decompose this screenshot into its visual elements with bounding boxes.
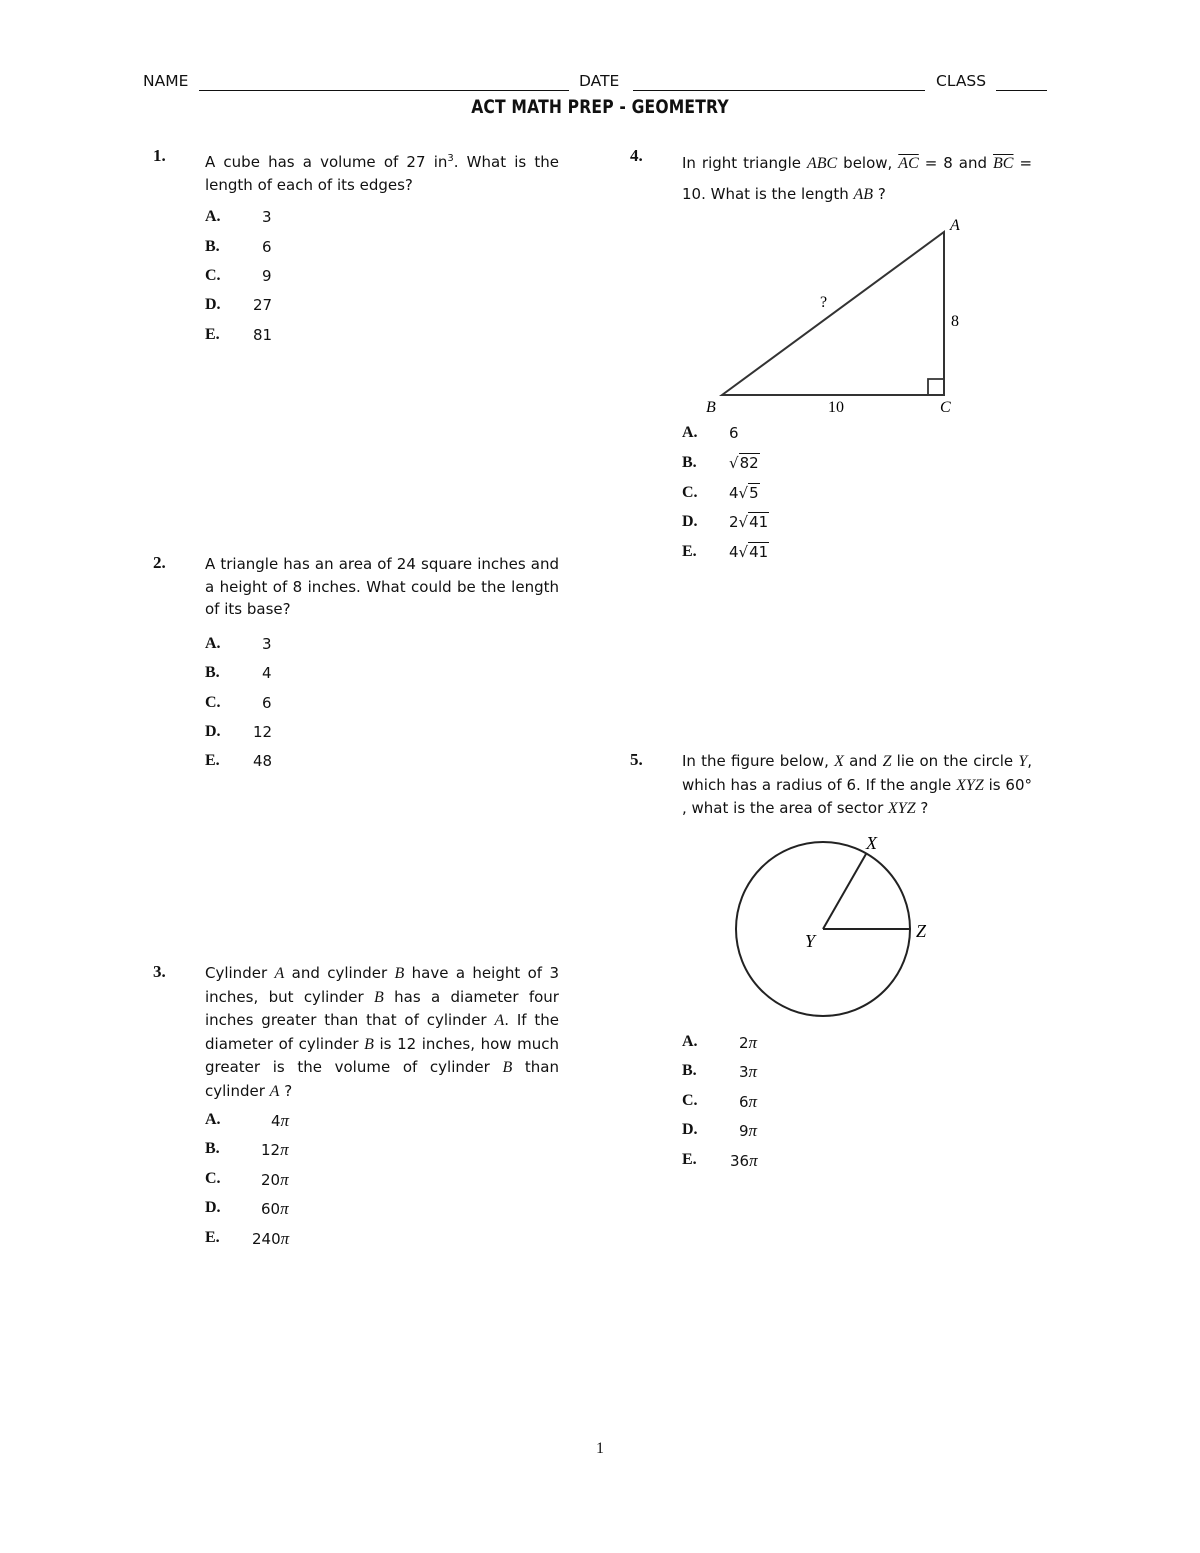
question-1-number: 1. — [153, 146, 166, 165]
question-2-option-c[interactable]: C. 6 — [205, 694, 272, 712]
question-3-number: 3. — [153, 962, 166, 981]
question-1-text: A cube has a volume of 27 $in^3$. What is the length of each of its edges? — [205, 153, 559, 194]
point-x-label: X — [866, 833, 877, 853]
question-4-option-c[interactable]: C. 4√5 — [682, 484, 759, 502]
vertex-a-label: A — [950, 217, 960, 234]
question-4-option-e[interactable]: E. 4√41 — [682, 543, 769, 561]
question-3-option-e[interactable]: E. 240π — [205, 1229, 290, 1248]
question-4-text: In right triangle ABC below, $\overline{AC} = 8$ and $\overline{BC} = 10$. What is the length AB ? — [682, 154, 1033, 203]
point-y-label: Y — [805, 931, 816, 951]
question-3-option-a[interactable]: A. 4π — [205, 1111, 290, 1130]
question-5-option-b[interactable]: B. 3π — [682, 1062, 758, 1081]
question-4-option-b[interactable]: B. √82 — [682, 454, 759, 472]
question-1-option-b[interactable]: B. 6 — [205, 238, 272, 256]
name-blank[interactable] — [199, 90, 569, 91]
question-2-text: A triangle has an area of 24 square inches and a height of 8 inches. What could be the length of its base? — [205, 555, 559, 618]
triangle-abc — [722, 232, 944, 395]
question-5-option-a[interactable]: A. 2π — [682, 1033, 758, 1052]
question-3-option-d[interactable]: D. 60π — [205, 1199, 289, 1218]
question-1-option-e[interactable]: E. 81 — [205, 326, 273, 344]
question-1-option-a[interactable]: A. 3 — [205, 208, 272, 226]
page-number: 1 — [596, 1440, 604, 1457]
name-label: NAME — [143, 72, 189, 90]
question-1-option-c[interactable]: C. 9 — [205, 267, 272, 285]
point-z-label: Z — [916, 921, 927, 941]
question-2-option-e[interactable]: E. 48 — [205, 752, 273, 770]
question-2-option-d[interactable]: D. 12 — [205, 723, 273, 741]
page-title: ACT MATH PREP - GEOMETRY — [471, 96, 729, 118]
question-4-number: 4. — [630, 146, 643, 165]
class-blank[interactable] — [996, 90, 1047, 91]
question-3-text: Cylinder A and cylinder B have a height of 3 inches, but cylinder B has a diameter four inches greater than that of cylinder A. If the diameter of cylinder B is 12 inches, how much greater is the volume of cylinder B than cylinder A ? — [205, 964, 559, 1100]
circle-sector-figure — [720, 825, 960, 1030]
question-3-option-c[interactable]: C. 20π — [205, 1170, 289, 1189]
question-5-option-d[interactable]: D. 9π — [682, 1121, 758, 1140]
question-1-option-d[interactable]: D. 27 — [205, 296, 273, 314]
question-4-option-a[interactable]: A. 6 — [682, 424, 739, 442]
header-row — [143, 72, 1047, 96]
side-ac-label: 8 — [951, 313, 959, 330]
side-ab-label: ? — [820, 294, 828, 311]
question-5-option-c[interactable]: C. 6π — [682, 1092, 758, 1111]
question-3-option-b[interactable]: B. 12π — [205, 1140, 289, 1159]
vertex-b-label: B — [706, 399, 716, 416]
radius-yx — [823, 854, 866, 929]
question-5-text: In the figure below, X and Z lie on the circle Y, which has a radius of 6. If the angle XYZ is 60° , what is the area of sector XYZ ? — [682, 752, 1033, 817]
vertex-c-label: C — [940, 399, 951, 416]
question-5-option-e[interactable]: E. 36π — [682, 1151, 758, 1170]
date-label: DATE — [579, 72, 620, 90]
date-blank[interactable] — [633, 90, 925, 91]
side-bc-label: 10 — [828, 399, 844, 416]
question-4-option-d[interactable]: D. 2√41 — [682, 513, 769, 531]
right-angle-marker — [928, 379, 944, 395]
question-2-option-a[interactable]: A. 3 — [205, 635, 272, 653]
question-5-number: 5. — [630, 750, 643, 769]
question-2-option-b[interactable]: B. 4 — [205, 664, 272, 682]
class-label: CLASS — [936, 72, 987, 90]
question-2-number: 2. — [153, 553, 166, 572]
right-triangle-figure — [690, 210, 990, 420]
